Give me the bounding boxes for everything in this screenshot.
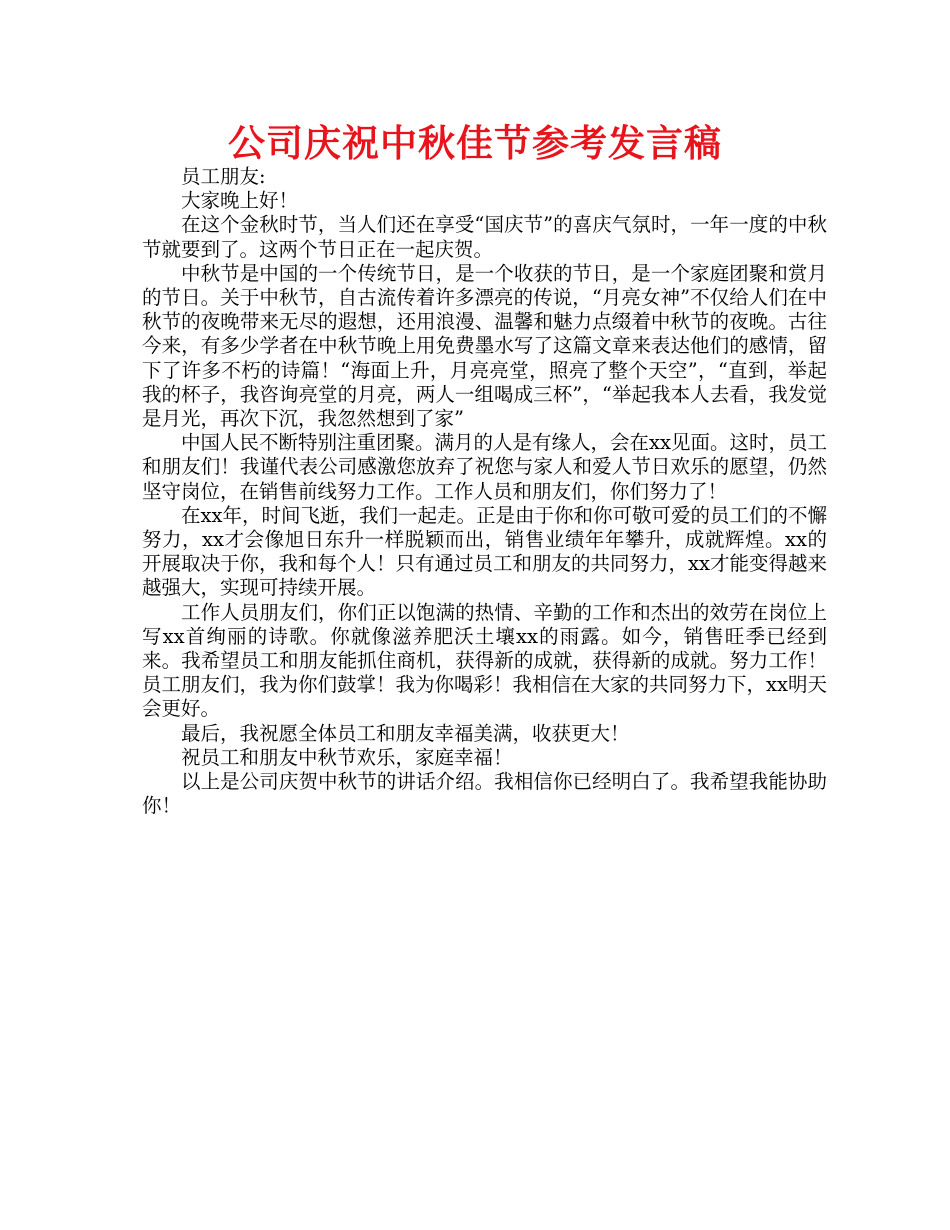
paragraph: 中秋节是中国的一个传统节日，是一个收获的节日，是一个家庭团聚和赏月的节日。关于中秋节，自古流传着许多漂亮的传说，“月亮女神”不仅给人们在中秋节的夜晚带来无尽的遐想，还用浪漫、温馨和魅力点缀着中秋节的夜晚。古往今来，有多少学者在中秋节晚上用免费墨水写了这篇文章来表达他们的感情，留下了许多不朽的诗篇！“海面上升，月亮亮堂，照亮了整个天空”，“直到，举起我的杯子，我咨询亮堂的月亮，两人一组喝成三杯”，“举起我本人去看，我发觉是月光，再次下沉，我忽然想到了家”	[142, 261, 827, 431]
paragraph: 在这个金秋时节，当人们还在享受“国庆节”的喜庆气氛时，一年一度的中秋节就要到了。这两个节日正在一起庆贺。	[142, 213, 827, 261]
paragraph-greeting: 员工朋友:	[181, 165, 266, 188]
paragraph: 祝员工和朋友中秋节欢乐，家庭幸福！	[181, 745, 513, 769]
paragraph: 中国人民不断特别注重团聚。满月的人是有缘人，会在xx见面。这时，员工和朋友们！我谨代表公司感激您放弃了祝您与家人和爱人节日欢乐的愿望，仍然坚守岗位，在销售前线努力工作。工作人员和朋友们，你们努力了！	[142, 431, 827, 503]
document-body	[142, 165, 827, 818]
paragraph: 最后，我祝愿全体员工和朋友幸福美满，收获更大！	[181, 721, 630, 745]
paragraph: 工作人员朋友们，你们正以饱满的热情、辛勤的工作和杰出的效劳在岗位上写xx首绚丽的诗歌。你就像滋养肥沃土壤xx的雨露。如今，销售旺季已经到来。我希望员工和朋友能抓住商机，获得新的成就，获得新的成就。努力工作！员工朋友们，我为你们鼓掌！我为你喝彩！我相信在大家的共同努力下，xx明天会更好。	[142, 600, 827, 721]
paragraph: 在xx年，时间飞逝，我们一起走。正是由于你和你可敬可爱的员工们的不懈努力，xx才会像旭日东升一样脱颖而出，销售业绩年年攀升，成就辉煌。xx的开展取决于你，我和每个人！只有通过员工和朋友的共同努力，xx才能变得越来越强大，实现可持续开展。	[142, 503, 827, 600]
paragraph-closing: 以上是公司庆贺中秋节的讲话介绍。我相信你已经明白了。我希望我能协助你！	[142, 770, 827, 818]
document-title: 公司庆祝中秋佳节参考发言稿	[228, 122, 722, 165]
paragraph-salutation: 大家晚上好！	[181, 189, 299, 213]
